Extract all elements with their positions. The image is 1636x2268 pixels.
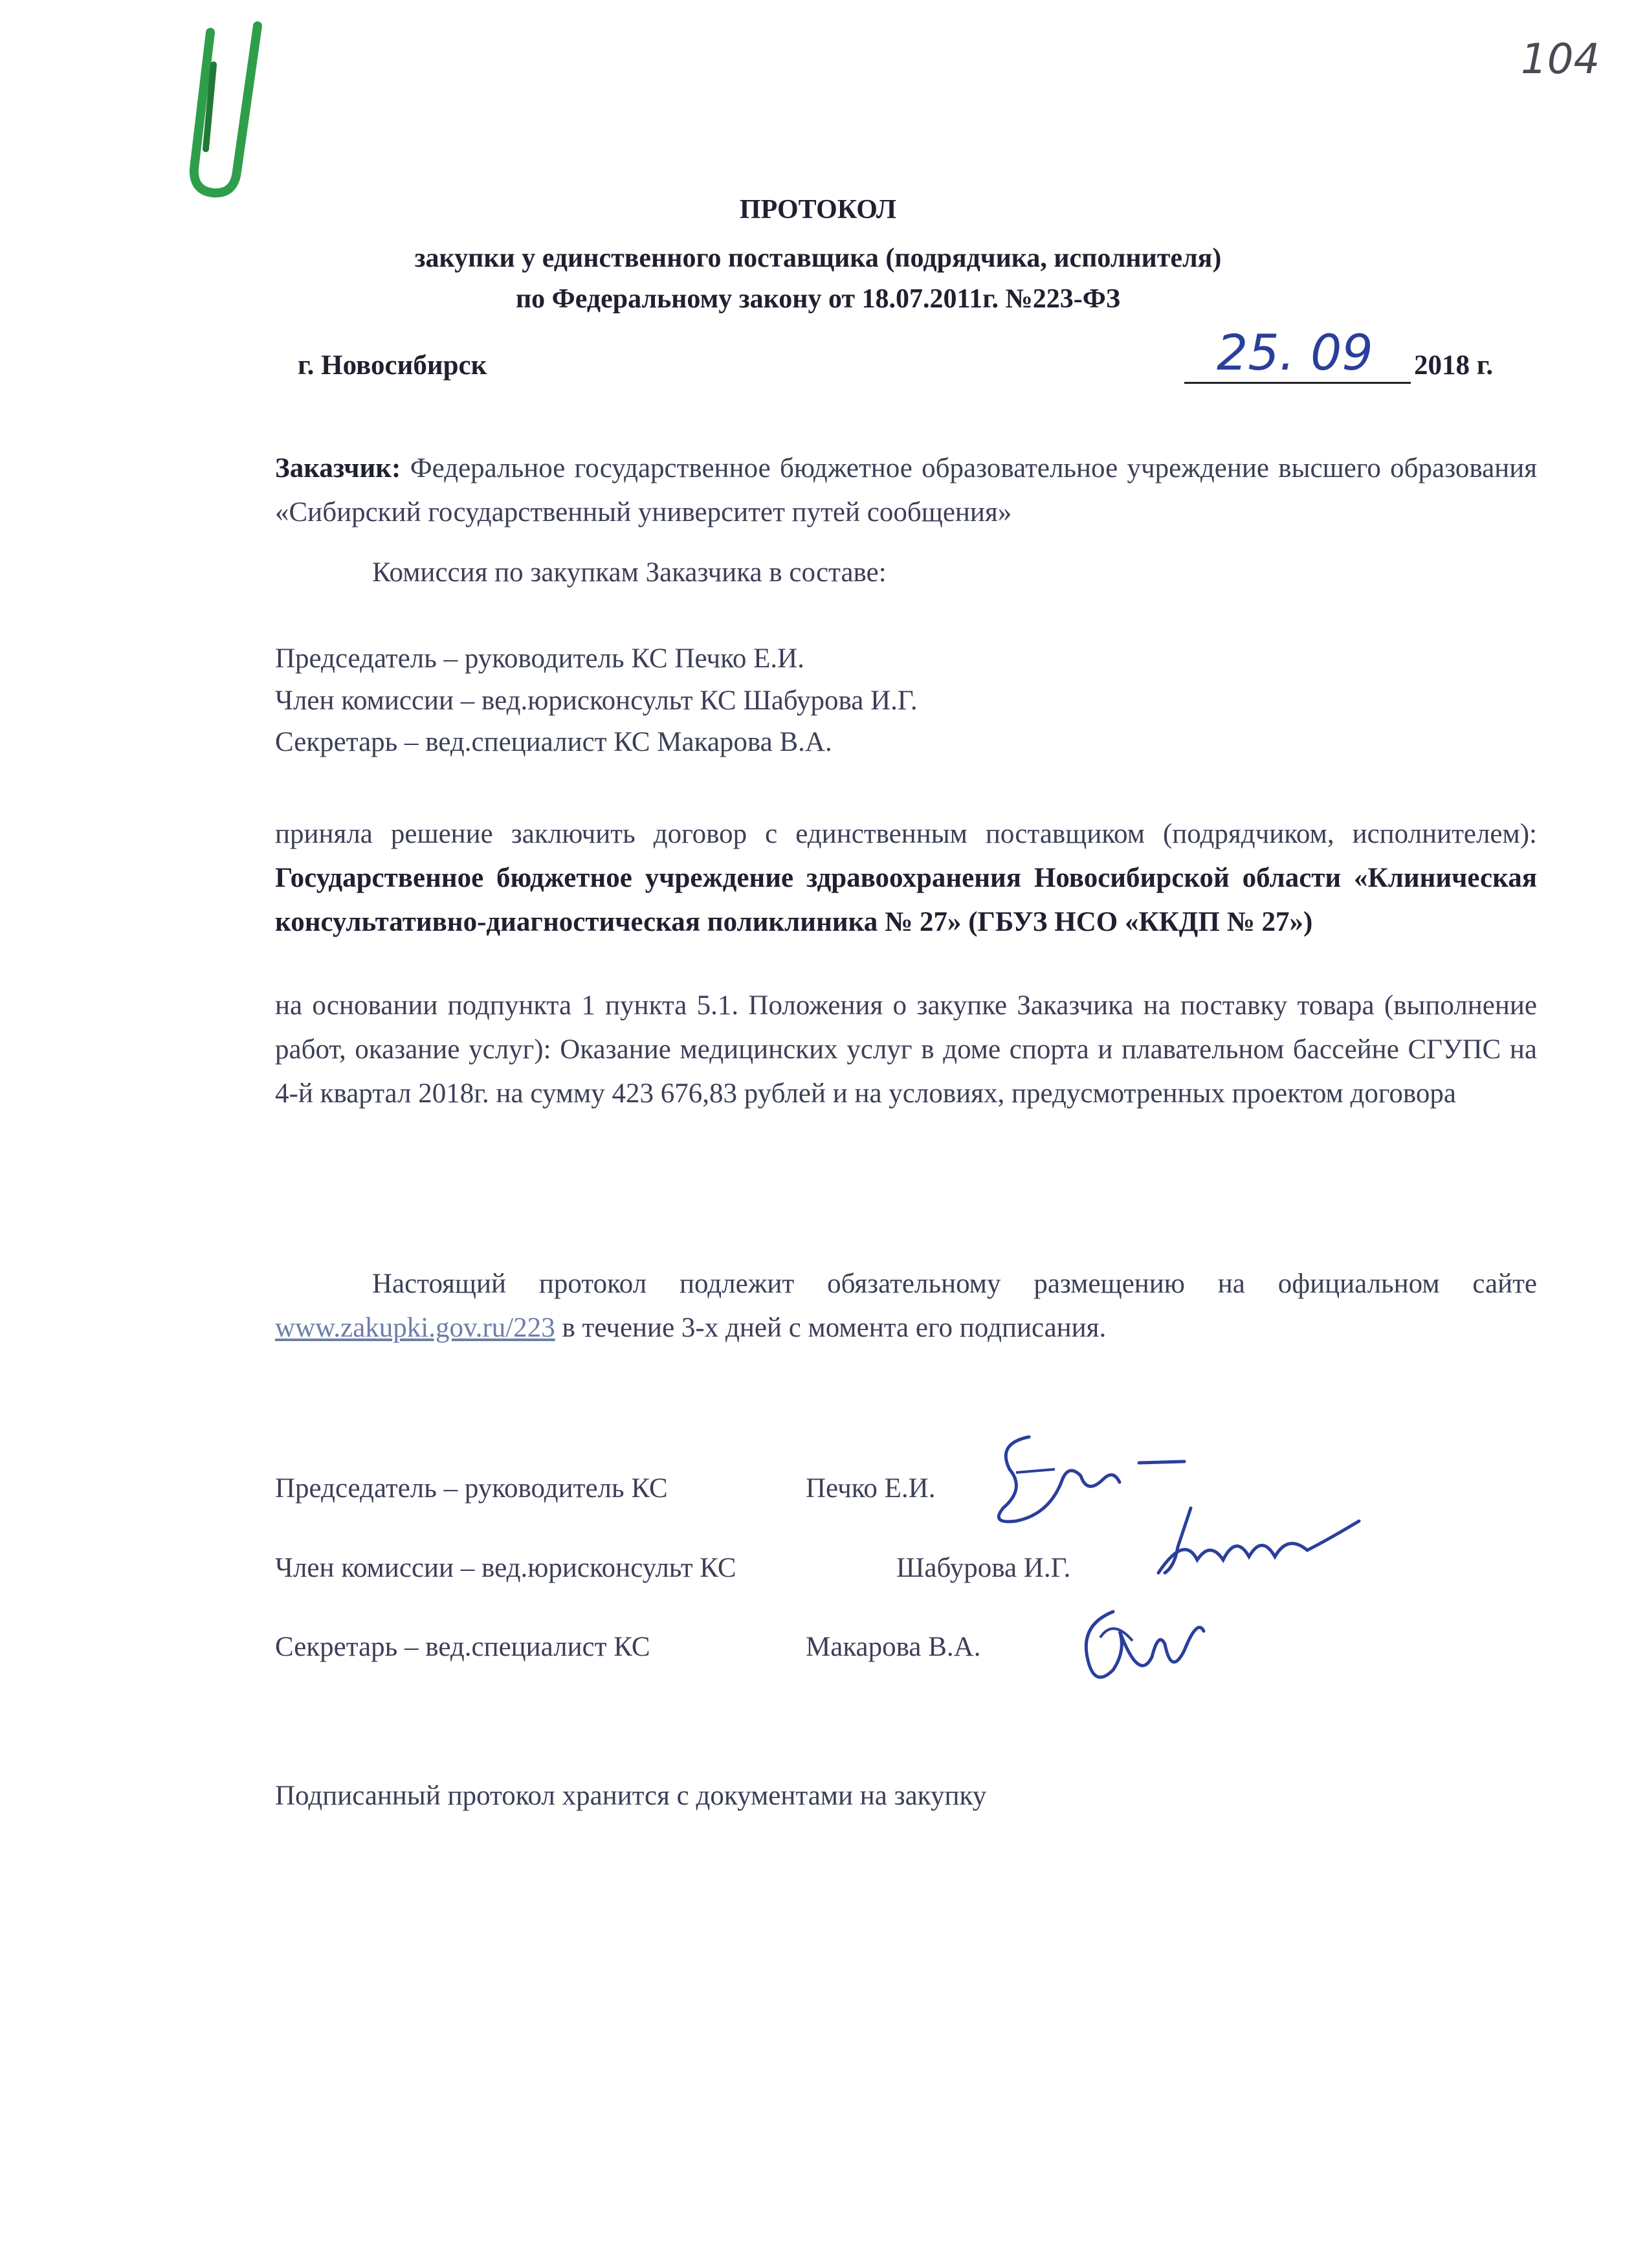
supplier-name: Государственное бюджетное учреждение здравоохранения Новосибирской области «Клиническая консультативно-диагностическая поликлиника № 27» (ГБУЗ НСО «ККДП № 27») [275, 863, 1537, 937]
signature-name-secretary: Макарова В.А. [806, 1632, 981, 1662]
paperclip-icon [175, 19, 291, 214]
commission-member: Член комиссии – вед.юрисконсульт КС Шабурова И.Г. [275, 685, 918, 716]
signature-member [1113, 1495, 1372, 1605]
decision-basis: на основании подпункта 1 пункта 5.1. Положения о закупке Заказчика на поставку товара (выполнение работ, оказание услуг): Оказание медицинских услуг в доме спорта и плавательном бассейне СГУПС на 4-й квартал 2018г. на сумму 423 676,83 рублей и на условиях, предусмотренных проектом договора [275, 990, 1537, 1109]
signature-role-member: Член комиссии – вед.юрисконсульт КС [275, 1553, 736, 1583]
zakupki-link[interactable]: www.zakupki.gov.ru/223 [275, 1313, 555, 1343]
signature-name-member: Шабурова И.Г. [896, 1553, 1071, 1583]
city: г. Новосибирск [298, 350, 487, 381]
commission-intro: Комиссия по закупкам Заказчика в составе: [372, 557, 887, 588]
year: 2018 г. [1414, 350, 1494, 381]
customer-text: Федеральное государственное бюджетное образовательное учреждение высшего образования «Сибирский государственный университет путей сообщения» [275, 453, 1537, 528]
customer-label: Заказчик: [275, 453, 401, 484]
publication-text-after: в течение 3-х дней с момента его подписания. [555, 1313, 1107, 1343]
footer-note: Подписанный протокол хранится с документами на закупку [275, 1781, 987, 1811]
commission-secretary: Секретарь – вед.специалист КС Макарова В.А. [275, 727, 832, 757]
signature-name-chairman: Печко Е.И. [806, 1473, 936, 1504]
signature-role-secretary: Секретарь – вед.специалист КС [275, 1632, 650, 1662]
commission-chairman: Председатель – руководитель КС Печко Е.И. [275, 643, 804, 674]
customer-paragraph [275, 447, 1537, 535]
decision-paragraph [275, 812, 1537, 944]
publication-text-before: Настоящий протокол подлежит обязательному размещению на официальном сайте [372, 1269, 1537, 1299]
signature-role-chairman: Председатель – руководитель КС [275, 1473, 668, 1504]
document-subtitle: закупки у единственного поставщика (подрядчика, исполнителя) [414, 243, 1222, 273]
handwritten-date: 25. 09 [1217, 324, 1373, 381]
document-title: ПРОТОКОЛ [739, 195, 897, 225]
signature-secretary [1055, 1592, 1217, 1702]
date-underline [1184, 382, 1411, 384]
page-number: 104 [1521, 36, 1600, 83]
document-subtitle-law: по Федеральному закону от 18.07.2011г. №223-ФЗ [515, 284, 1120, 314]
publication-paragraph [275, 1262, 1537, 1350]
decision-lead: приняла решение заключить договор с единственным поставщиком (подрядчиком, исполнителем): [275, 819, 1537, 849]
